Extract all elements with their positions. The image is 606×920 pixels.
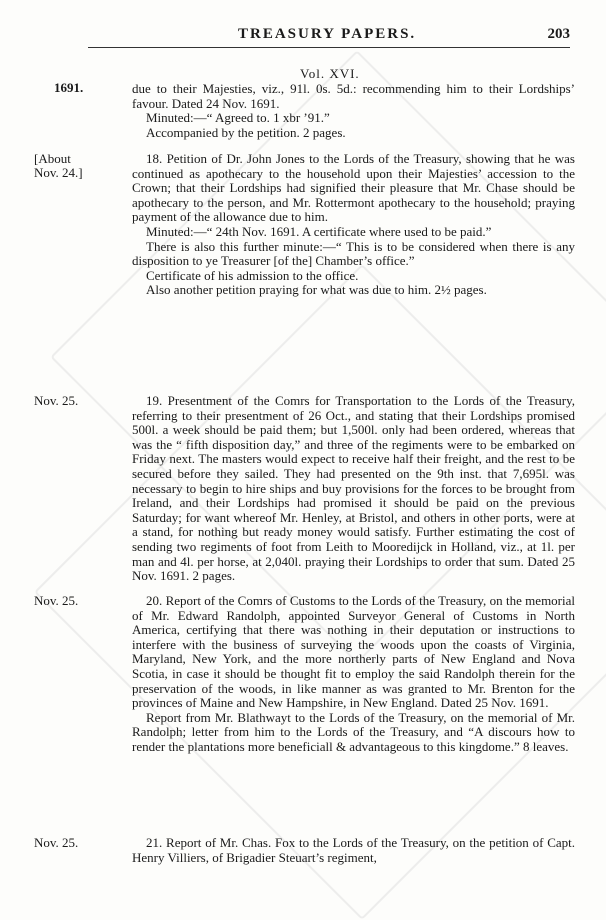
paragraph: 21. Report of Mr. Chas. Fox to the Lords of the Treasury, on the petition of Capt. Henry Villiers, of Brigadier Steuart’s regiment, [132, 835, 575, 865]
entry-20 [34, 594, 574, 755]
running-title: TREASURY PAPERS. [238, 26, 417, 42]
paragraph: Accompanied by the petition. 2 pages. [146, 124, 346, 140]
paragraph: 19. Presentment of the Comrs for Transportation to the Lords of the Treasury, referring to their presentment of 26 Oct., and stating that their Lordships promised 500l. a week should be paid them; but 1,500l. only had been ordered, whereas that was the “ fifth disposition day,” and three of the regiments were to be embarked on Friday next. The masters would expect to receive half their freight, and the rest to be secured before they sailed. They had presented on the 9th inst. that 7,695l. was necessary to begin to hire ships and buy provisions for the forces to be brought from Ireland, and their Lordships had promised it should be paid on the previous Saturday; for want whereof Mr. Henley, at Bristol, and others in other ports, were at a stand, for nothing but ready money would satisfy. Further estimating the cost of sending two regiments of foot from Leith to Mooredijck in Holland, viz., at 1l. per man and 4l. per horse, at 2,040l. praying their Lordships to order that sum. Dated 25 Nov. 1691. 2 pages. [132, 393, 575, 584]
entry-text [132, 594, 575, 755]
volume-label: Vol. XVI. [300, 66, 360, 81]
entry-18 [34, 152, 574, 298]
paragraph: Minuted:—“ 24th Nov. 1691. A certificate where used to be paid.” [146, 223, 492, 239]
paragraph: Also another petition praying for what was due to him. 2½ pages. [146, 282, 487, 298]
entry-text [132, 82, 575, 140]
entry-date: Nov. 25. [34, 593, 79, 608]
entry-date: Nov. 25. [34, 393, 79, 408]
entry-19 [34, 394, 574, 584]
paragraph: There is also this further minute:—“ This is to be considered when there is any disposition to ye Treasurer [of the] Chamber’s office.” [132, 238, 575, 269]
paragraph: due to their Majesties, viz., 91l. 0s. 5d.: recommending him to their Lordships’ favour. Dated 24 Nov. 1691. [132, 81, 575, 111]
entry-date: [About Nov. 24.] [34, 151, 83, 180]
paragraph: 18. Petition of Dr. John Jones to the Lords of the Treasury, showing that he was continued as apothecary to the household upon their Majesties’ accession to the Crown; that their Lordships had signified their pleasure that Mr. Chase should be apothecary to the person, and Mr. Rottermont apothecary to the household; praying payment of the allowance due to him. [132, 151, 575, 225]
paragraph: Minuted:—“ Agreed to. 1 xbr ’91.” [146, 110, 330, 126]
paragraph: Report from Mr. Blathwayt to the Lords of the Treasury, on the memorial of Mr. Randolph; letter from him to the Lords of the Treasury, and “A discours how to render the plantations more beneficiall & advantageous to this kingdome.” 8 leaves. [132, 709, 575, 754]
entry-21 [34, 836, 574, 865]
entry-text [132, 152, 575, 298]
page-number: 203 [547, 26, 570, 42]
entry-continuation [34, 82, 574, 140]
entry-text [132, 394, 575, 584]
entry-date: Nov. 25. [34, 835, 79, 850]
paragraph: 20. Report of the Comrs of Customs to the Lords of the Treasury, on the memorial of Mr. Edward Randolph, appointed Surveyor General of Customs in North America, certifying that there was nothing in their deputation or instructions to interfere with the business of surveying the woods upon the coasts of Virginia, Maryland, New York, and the more northerly parts of New England and Nova Scotia, in case it should be thought fit to employ the said Randolph therein for the preservation of the woods, in like manner as was granted to Mr. Brenton for the provinces of Maine and New Hampshire, in New England. Dated 25 Nov. 1691. [132, 593, 575, 711]
year-label: 1691. [54, 80, 84, 95]
entry-text [132, 836, 575, 865]
page-header [88, 26, 570, 48]
paragraph: Certificate of his admission to the office. [146, 267, 359, 283]
